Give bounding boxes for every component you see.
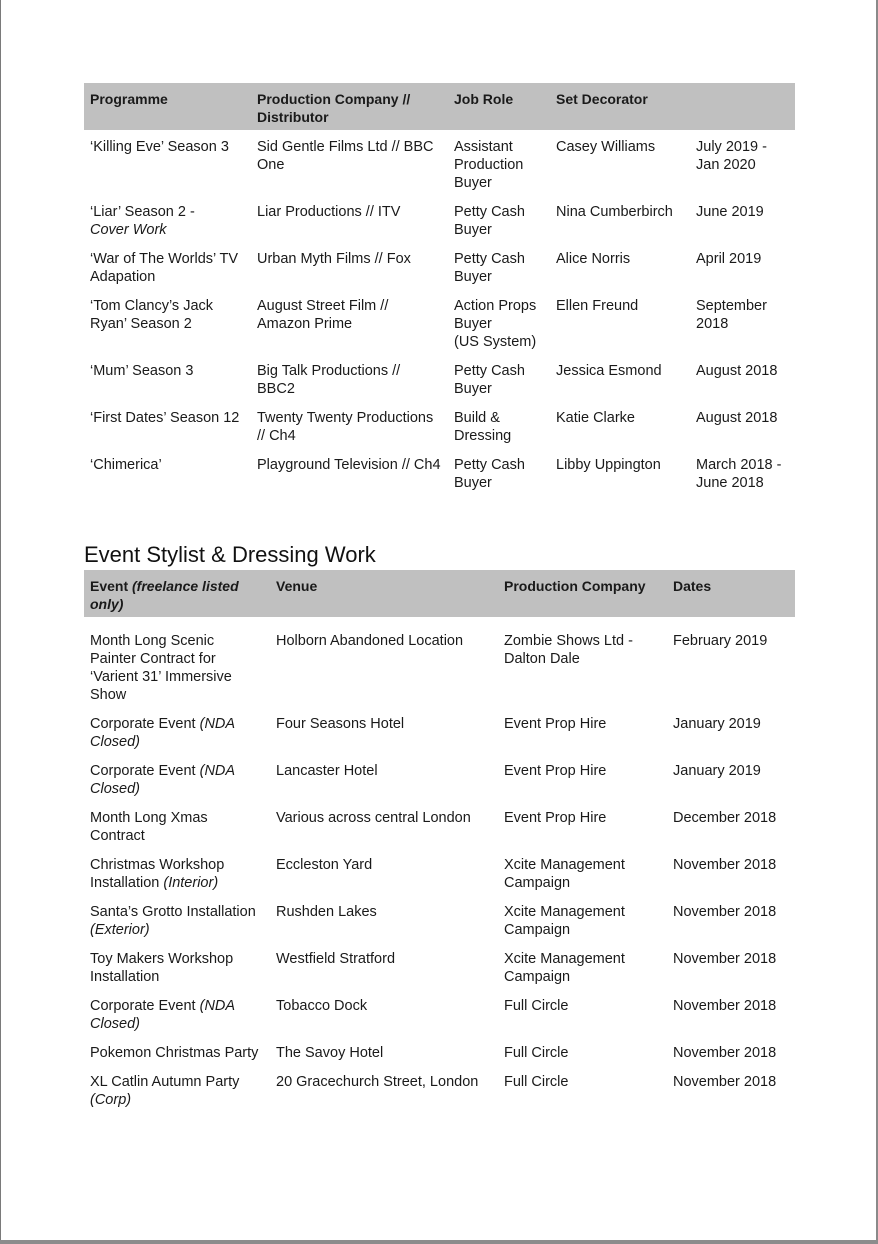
event-note: (Corp) (90, 1092, 132, 1108)
programme-note: Cover Work (90, 222, 167, 238)
programme-text: ‘Tom Clancy’s Jack Ryan’ Season 2 (90, 298, 214, 332)
cell-programme (84, 409, 251, 456)
cell-event (84, 617, 270, 715)
page-edge-left (0, 0, 1, 1244)
cell-job-role (448, 297, 550, 362)
cell-event (84, 1044, 270, 1073)
cell-production-company: Xcite Management Campaign (504, 951, 625, 985)
job-role-text: Petty Cash Buyer (454, 457, 525, 491)
header-dates (690, 83, 795, 130)
event-text: Month Long Scenic Painter Contract for ‘Varient 31’ Immersive Show (90, 633, 232, 703)
cell-programme (84, 250, 251, 297)
cell-set-decorator: Katie Clarke (556, 410, 635, 426)
cell-dates: March 2018 - June 2018 (696, 457, 782, 491)
table-row (84, 1044, 795, 1073)
programme-text: ‘Killing Eve’ Season 3 (90, 139, 229, 155)
header-job-role: Job Role (448, 83, 550, 130)
programme-text: ‘Liar’ Season 2 - (90, 204, 195, 220)
table-header-row (84, 570, 795, 617)
job-role-text: Petty Cash Buyer (454, 204, 525, 238)
cell-set-decorator: Jessica Esmond (556, 363, 662, 379)
cell-dates: November 2018 (673, 1074, 777, 1090)
job-role-text: Petty Cash Buyer (454, 363, 525, 397)
cell-programme (84, 130, 251, 203)
cell-job-role (448, 456, 550, 503)
cell-event (84, 950, 270, 997)
cell-dates: August 2018 (696, 363, 778, 379)
header-event-label: Event (90, 578, 129, 594)
cell-venue: The Savoy Hotel (276, 1045, 384, 1061)
job-role-text: Assistant Production Buyer (454, 139, 524, 191)
cell-dates: December 2018 (673, 810, 777, 826)
header-event-note: (freelance listed only) (90, 578, 239, 612)
event-note: (NDA Closed) (90, 763, 235, 797)
table-row (84, 456, 795, 503)
cell-set-decorator: Ellen Freund (556, 298, 639, 314)
table-row (84, 617, 795, 715)
event-work-table (84, 570, 795, 1120)
cell-production-company: Full Circle (504, 1074, 569, 1090)
cell-venue: Tobacco Dock (276, 998, 368, 1014)
event-note: (NDA Closed) (90, 998, 235, 1032)
cell-set-decorator: Libby Uppington (556, 457, 661, 473)
cell-dates: November 2018 (673, 1045, 777, 1061)
table-row (84, 997, 795, 1044)
cell-production-company: Twenty Twenty Productions // Ch4 (257, 410, 434, 444)
cell-dates: January 2019 (673, 763, 761, 779)
cell-job-role (448, 362, 550, 409)
cell-event (84, 997, 270, 1044)
table-row (84, 715, 795, 762)
cell-production-company: Urban Myth Films // Fox (257, 251, 411, 267)
job-role-extra: (US System) (454, 334, 537, 350)
cell-set-decorator: Alice Norris (556, 251, 631, 267)
cell-venue: Westfield Stratford (276, 951, 396, 967)
table-row (84, 903, 795, 950)
cell-production-company: August Street Film // Amazon Prime (257, 298, 389, 332)
cell-event (84, 856, 270, 903)
cell-programme (84, 203, 251, 250)
event-text: Corporate Event (90, 763, 196, 779)
table-row (84, 950, 795, 997)
cell-venue: Holborn Abandoned Location (276, 633, 464, 649)
table-row (84, 409, 795, 456)
table-row (84, 203, 795, 250)
production-work-table (84, 83, 795, 503)
table-row (84, 856, 795, 903)
cell-event (84, 903, 270, 950)
table-row (84, 297, 795, 362)
table-row (84, 1073, 795, 1120)
cell-venue: Four Seasons Hotel (276, 716, 405, 732)
cell-dates: June 2019 (696, 204, 764, 220)
cell-dates: February 2019 (673, 633, 768, 649)
cell-production-company: Liar Productions // ITV (257, 204, 401, 220)
header-dates: Dates (667, 570, 795, 617)
cell-dates: November 2018 (673, 998, 777, 1014)
cell-venue: Rushden Lakes (276, 904, 377, 920)
cell-event (84, 715, 270, 762)
cell-production-company: Xcite Management Campaign (504, 904, 625, 938)
cell-dates: July 2019 - Jan 2020 (696, 139, 767, 173)
cell-production-company: Event Prop Hire (504, 716, 607, 732)
header-production-company: Production Company (498, 570, 667, 617)
cell-venue: Lancaster Hotel (276, 763, 378, 779)
table-row (84, 809, 795, 856)
cell-production-company: Xcite Management Campaign (504, 857, 625, 891)
page-edge-bottom (0, 1240, 878, 1244)
event-text: Christmas Workshop Installation (90, 857, 225, 891)
cell-dates: April 2019 (696, 251, 762, 267)
cell-production-company: Event Prop Hire (504, 763, 607, 779)
cell-production-company: Event Prop Hire (504, 810, 607, 826)
table-row (84, 762, 795, 809)
header-production-company: Production Company // Distributor (251, 83, 448, 130)
cell-set-decorator: Nina Cumberbirch (556, 204, 673, 220)
cell-dates: November 2018 (673, 904, 777, 920)
job-role-text: Action Props Buyer (454, 298, 537, 332)
table-row (84, 130, 795, 203)
table-header-row (84, 83, 795, 130)
cell-dates: August 2018 (696, 410, 778, 426)
cell-job-role (448, 250, 550, 297)
event-text: Toy Makers Workshop Installation (90, 951, 234, 985)
cell-job-role (448, 130, 550, 203)
cell-dates: September 2018 (696, 298, 767, 332)
cell-programme (84, 297, 251, 362)
cell-set-decorator: Casey Williams (556, 139, 656, 155)
event-text: XL Catlin Autumn Party (90, 1074, 240, 1090)
cell-production-company: Full Circle (504, 1045, 569, 1061)
table-row (84, 250, 795, 297)
cell-venue: 20 Gracechurch Street, London (276, 1074, 479, 1090)
cell-event (84, 809, 270, 856)
job-role-text: Build & Dressing (454, 410, 512, 444)
header-programme: Programme (84, 83, 251, 130)
event-text: Month Long Xmas Contract (90, 810, 208, 844)
cell-dates: January 2019 (673, 716, 761, 732)
table-row (84, 362, 795, 409)
cell-programme (84, 456, 251, 503)
cell-venue: Eccleston Yard (276, 857, 373, 873)
event-text: Pokemon Christmas Party (90, 1045, 259, 1061)
event-text: Corporate Event (90, 998, 196, 1014)
programme-text: ‘War of The Worlds’ TV Adapation (90, 251, 238, 285)
cell-venue: Various across central London (276, 810, 471, 826)
programme-text: ‘Chimerica’ (90, 457, 162, 473)
job-role-text: Petty Cash Buyer (454, 251, 525, 285)
cell-programme (84, 362, 251, 409)
event-text: Corporate Event (90, 716, 196, 732)
cell-event (84, 1073, 270, 1120)
cell-production-company: Zombie Shows Ltd - Dalton Dale (504, 633, 633, 667)
programme-text: ‘Mum’ Season 3 (90, 363, 194, 379)
event-note: (Interior) (163, 875, 219, 891)
header-event (84, 570, 270, 617)
cell-production-company: Sid Gentle Films Ltd // BBC One (257, 139, 434, 173)
cell-job-role (448, 409, 550, 456)
cell-dates: November 2018 (673, 857, 777, 873)
header-set-decorator: Set Decorator (550, 83, 690, 130)
cell-production-company: Full Circle (504, 998, 569, 1014)
event-note: (NDA Closed) (90, 716, 235, 750)
header-venue: Venue (270, 570, 498, 617)
cell-event (84, 762, 270, 809)
event-text: Santa’s Grotto Installation (90, 904, 256, 920)
cell-dates: November 2018 (673, 951, 777, 967)
event-note: (Exterior) (90, 922, 150, 938)
programme-text: ‘First Dates’ Season 12 (90, 410, 240, 426)
cell-production-company: Big Talk Productions // BBC2 (257, 363, 401, 397)
section-title: Event Stylist & Dressing Work (84, 542, 376, 567)
cell-job-role (448, 203, 550, 250)
cell-production-company: Playground Television // Ch4 (257, 457, 441, 473)
